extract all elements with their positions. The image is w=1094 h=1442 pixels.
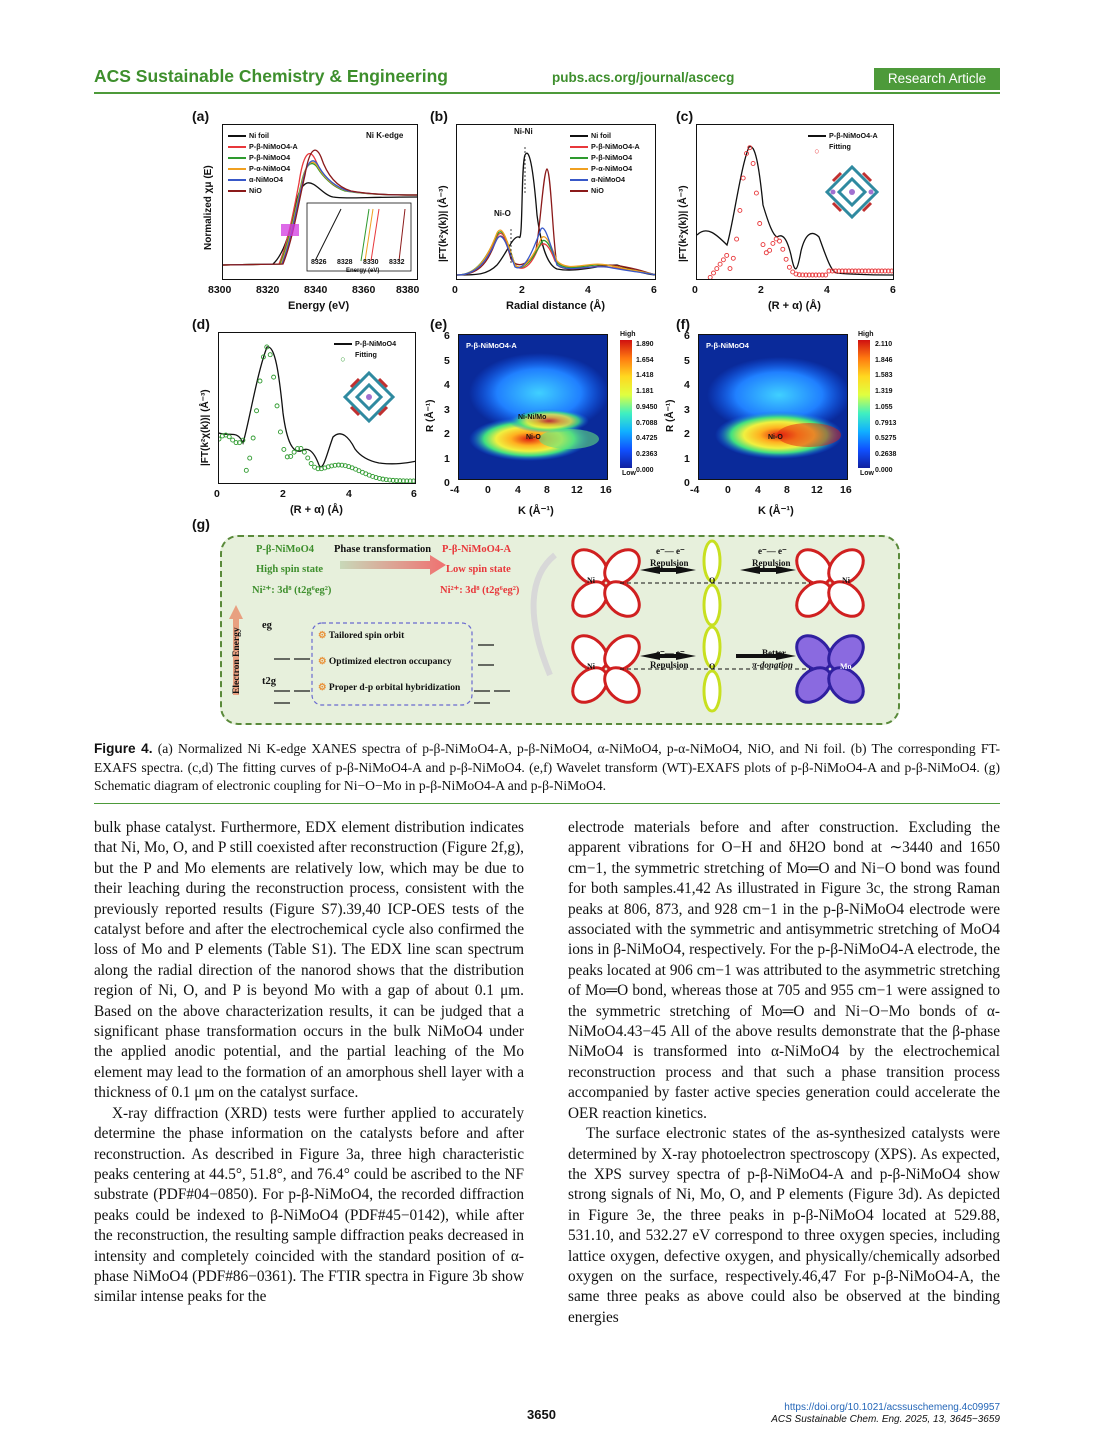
panel-d-xlabel: (R + α) (Å)	[290, 504, 343, 516]
panel-d-xtick: 0	[214, 488, 220, 500]
panel-d-xtick: 6	[411, 488, 417, 500]
panel-g-benefit-1: ⚙ Tailored spin orbit	[318, 631, 405, 641]
panel-f-cbar-ticks: 2.110 1.846 1.583 1.319 1.055 0.7913 0.5275 0.2638 0.000	[875, 341, 897, 474]
fit-marker	[306, 456, 310, 460]
panel-b-xtick: 0	[452, 284, 458, 296]
panel-a-xtick: 8380	[396, 284, 420, 296]
fit-marker	[255, 409, 259, 413]
panel-g-arrow-label: Phase transformation	[334, 544, 432, 555]
panel-f-xtick: 4	[755, 484, 761, 496]
citation: ACS Sustainable Chem. Eng. 2025, 13, 3645−3659	[771, 1414, 1000, 1425]
fit-marker	[754, 191, 758, 195]
panel-e-xtick: -4	[450, 484, 460, 496]
panel-b-xtick: 2	[519, 284, 525, 296]
caption-text: (a) Normalized Ni K-edge XANES spectra of p-β-NiMoO4-A, p-β-NiMoO4, α-NiMoO4, p-α-NiMoO4, NiO, and Ni foil. (b) The corresponding FT-EXAFS spectra. (c,d) The fitting curves of p-β-NiMoO4-A and p-β-NiMoO4. (e,f) Wavelet transform (WT)-EXAFS plots of p-β-NiMoO4-A and p-β-NiMoO4. (g) Schematic diagram of electronic coupling for Ni−O−Mo in p-β-NiMoO4-A and p-β-NiMoO4.	[94, 741, 1000, 793]
panel-a-xtick: 8340	[304, 284, 328, 296]
panel-e-annot-nio: Ni-O	[526, 434, 541, 441]
panel-g-letter: (g)	[192, 516, 210, 532]
fit-marker	[248, 456, 252, 460]
fit-marker	[768, 248, 772, 252]
fit-marker	[761, 243, 765, 247]
panel-e-cbar-high: High	[620, 331, 636, 338]
panel-e-xtick: 4	[515, 484, 521, 496]
panel-a-xtick: 8300	[208, 284, 232, 296]
panel-f-xtick: 0	[725, 484, 731, 496]
panel-a-ylabel: Normalized χμ (E)	[203, 165, 214, 250]
panel-g-atom-label: O	[709, 576, 716, 585]
panel-g-low-spin: Low spin state	[446, 564, 511, 575]
panel-b-xlabel: Radial distance (Å)	[506, 300, 606, 312]
panel-g-coupling-3b: Repulsion	[650, 660, 689, 670]
panel-e-xtick: 16	[600, 484, 612, 496]
panel-g-left-name: P-β-NiMoO4	[256, 544, 315, 555]
fit-marker	[272, 375, 276, 379]
panel-f-colorbar	[858, 340, 870, 468]
caption-label: Figure 4.	[94, 741, 153, 756]
panel-e-cbar-ticks: 1.890 1.654 1.418 1.181 0.9450 0.7088 0.4725 0.2363 0.000	[636, 341, 658, 474]
panel-f-xtick: -4	[690, 484, 700, 496]
panel-a-letter: (a)	[192, 108, 210, 124]
panel-f-xlabel: K (Å⁻¹)	[758, 505, 794, 517]
mo-d-orbital-icon	[790, 629, 870, 709]
left-paragraph-2: X-ray diffraction (XRD) tests were further applied to accurately determine the phase information on the catalysts before and after reconstruction. As described in Figure 3a, three high characteristic peaks centering at 44.5°, 51.8°, and 76.4° could be ascribed to the NF substrate (PDF#04−0850). For p-β-NiMoO4, the recorded diffraction peaks could be indexed to β-NiMoO4 (PDF#45−0142), while after the reconstruction, the resulting sample diffraction peaks decreased in intensity and completely coincided with the standard position of α-phase NiMoO4 (PDF#86−0361). The FTIR spectra in Figure 3b show similar intense peaks for the	[94, 1104, 524, 1306]
orbital-levels-right	[474, 645, 510, 703]
panel-e-xlabel: K (Å⁻¹)	[518, 505, 554, 517]
fit-marker	[721, 258, 725, 262]
fit-marker	[268, 353, 272, 357]
panel-e-wt-map	[458, 334, 608, 480]
panel-e-title: P-β-NiMoO4-A	[466, 341, 517, 350]
fit-marker	[712, 271, 716, 275]
panel-c-ylabel: |FT(k²χ(k))| (Å⁻³)	[678, 185, 689, 262]
fit-marker	[251, 436, 255, 440]
fit-marker	[771, 241, 775, 245]
panel-a-xtick: 8360	[352, 284, 376, 296]
panel-g-config-low: Ni²⁺: 3d⁸ (t2g⁶eg²)	[440, 585, 520, 596]
fit-marker	[258, 379, 262, 383]
fit-marker	[244, 468, 248, 472]
panel-f-xtick: 12	[811, 484, 823, 496]
caption-rule	[94, 803, 1000, 804]
right-paragraph-1: electrode materials before and after construction. Excluding the apparent vibrations for O−H and δH2O bond at ∼3440 and 1650 cm−1, the symmetric stretching of Mo═O and Ni−O bond was found for both samples.41,42 As illustrated in Figure 3c, the strong Raman peaks at 806, 873, and 928 cm−1 in the p-β-NiMoO4 electrode were associated with the symmetric and antisymmetric stretching of MoO4 ions in β-NiMoO4, respectively. For the p-β-NiMoO4-A electrode, the peaks located at 906 cm−1 was attributed to the asymmetric stretching of Mo═O bond, whereas those at 705 and 955 cm−1 were assigned to the symmetric stretching of Mo═O and Ni−O−Mo bonds of α-NiMoO4.43−45 All of the above results demonstrate that the β-phase NiMoO4 is transformed into α-NiMoO4 by the electrochemical reconstruction process and that such a phase transition process accompanied by faster active species generation could accelerate the OER reaction kinetics.	[568, 819, 1000, 1122]
panel-e-xtick: 8	[544, 484, 550, 496]
panel-f-cbar-low: Low	[860, 470, 874, 477]
fit-marker	[715, 267, 719, 271]
panel-d-xtick: 4	[346, 488, 352, 500]
panel-a-inset-tick: 8330	[363, 259, 379, 266]
panel-a-xtick: 8320	[256, 284, 280, 296]
panel-f-ylabel: R (Å⁻¹)	[665, 399, 676, 432]
panel-a-inset-tick: 8326	[311, 259, 327, 266]
panel-g-coupling-4a: Better	[762, 648, 786, 658]
panel-c-letter: (c)	[676, 108, 694, 124]
panel-c-xlabel: (R + α) (Å)	[768, 300, 821, 312]
ni-d-orbital-icon	[790, 543, 870, 623]
fit-marker	[728, 267, 732, 271]
panel-g-coupling-1b: Repulsion	[650, 558, 689, 568]
panel-g-atom-label: Mo	[840, 662, 852, 671]
panel-c-xtick: 4	[824, 284, 830, 296]
fit-marker	[781, 247, 785, 251]
panel-a-edge-label: Ni K-edge	[366, 131, 404, 140]
crystal-structure-icon	[341, 369, 397, 425]
journal-name: ACS Sustainable Chemistry & Engineering	[94, 66, 448, 86]
panel-g-high-spin: High spin state	[256, 564, 324, 575]
panel-c-xtick: 6	[890, 284, 896, 296]
panel-c-xtick: 2	[758, 284, 764, 296]
fit-marker	[731, 256, 735, 260]
article-type-badge: Research Article	[874, 68, 1000, 90]
panel-b-letter: (b)	[430, 108, 448, 124]
fit-marker	[309, 462, 313, 466]
fit-marker	[415, 479, 416, 483]
fit-marker	[282, 447, 286, 451]
fit-marker	[738, 208, 742, 212]
panel-g-benefit-2: ⚙ Optimized electron occupancy	[318, 657, 452, 667]
panel-b-xtick: 6	[651, 284, 657, 296]
left-paragraph-1: bulk phase catalyst. Furthermore, EDX element distribution indicates that Ni, Mo, O, and P still coexisted after reconstruction (Figure 2f,g), but the P and Mo elements are relatively low, which may be due to their leaching during the reconstruction process, consistent with the previously reported results (Figure S7).39,40 ICP-OES tests of the catalyst before and after the electrochemical cycle also confirmed the loss of Mo and P elements (Table S1). The EDX line scan spectrum along the radial direction of the nanorod shows that the distribution region of Ni, O, and P is beyond Mo with a gap of about 0.1 μm. Based on the above characterization results, it can be judged that a significant phase transformation occurs in the bulk NiMoO4 under the applied anodic potential, and the partial leaching of the Mo element may lead to the formation of an amorphous shell layer with a thickness of 0.1 μm on the catalyst surface.	[94, 819, 524, 1102]
panel-e-annot-ninimo: Ni-Ni/Mo	[518, 414, 547, 421]
panel-g-atom-label: Ni	[842, 576, 850, 585]
panel-f-yticks: 6 5 4 3 2 1 0	[684, 330, 690, 489]
panel-g-right-name: P-β-NiMoO4-A	[442, 544, 512, 555]
panel-d-ylabel: |FT(k²χ(k))| (Å⁻³)	[200, 389, 211, 466]
panel-g-atom-label: Ni	[587, 662, 595, 671]
fit-marker	[778, 239, 782, 243]
panel-d-legend: P-β-NiMoO4 ○ Fitting	[334, 338, 396, 360]
panel-e-ylabel: R (Å⁻¹)	[425, 399, 436, 432]
fit-marker	[302, 450, 306, 454]
panel-c-legend: P-β-NiMoO4-A ○ Fitting	[808, 130, 878, 152]
fit-marker	[708, 275, 712, 279]
panel-b-xtick: 4	[585, 284, 591, 296]
panel-a-inset-xlabel: Energy (eV)	[346, 268, 380, 274]
panel-g-t2g-label: t2g	[262, 676, 276, 687]
panel-e-xtick: 0	[485, 484, 491, 496]
fit-marker	[787, 265, 791, 269]
fit-marker	[751, 161, 755, 165]
panel-a-xlabel: Energy (eV)	[288, 300, 350, 312]
panel-c-xtick: 0	[692, 284, 698, 296]
panel-b-legend: Ni foil P-β-NiMoO4-A P-β-NiMoO4 P-α-NiMoO4 α-NiMoO4 NiO	[570, 130, 640, 196]
panel-g-energy-axis: Electron Energy	[232, 627, 242, 694]
right-paragraph-2: The surface electronic states of the as-synthesized catalysts were determined by X-ray photoelectron spectroscopy (XPS). As expected, the XPS survey spectra of p-β-NiMoO4-A and p-β-NiMoO4 show strong signals of Ni, Mo, O, and P elements (Figure 3d). As depicted in Figure 3e, the three peaks in p-β-NiMoO4 located at 529.88, 531.10, and 532.27 eV correspond to three oxygen species, including lattice oxygen, defective oxygen, and physically/chemically adsorbed oxygen on the surface, respectively.46,47 For p-β-NiMoO4-A, the same three peaks as above could also be observed at the binding energies	[568, 1125, 1000, 1326]
panel-f-cbar-high: High	[858, 331, 874, 338]
panel-b-ylabel: |FT(k²χ(k))| (Å⁻³)	[438, 185, 449, 262]
panel-f-wt-map	[698, 334, 848, 480]
panel-f-xtick: 8	[784, 484, 790, 496]
panel-g-atom-label: Ni	[587, 576, 595, 585]
fit-marker	[735, 237, 739, 241]
panel-f-contours	[699, 335, 848, 480]
panel-g-benefit-3: ⚙ Proper d-p orbital hybridization	[318, 683, 461, 693]
panel-g-coupling-3a: e⁻— e⁻	[656, 648, 685, 658]
fit-marker	[893, 269, 894, 273]
panel-e-contours	[459, 335, 608, 480]
panel-e-colorbar	[620, 340, 632, 468]
crystal-structure-icon	[823, 163, 881, 221]
fit-marker	[292, 450, 296, 454]
page-number: 3650	[527, 1407, 556, 1422]
panel-g-config-high: Ni²⁺: 3d⁸ (t2g⁶eg²)	[252, 585, 332, 596]
gear-icon: ⚙	[318, 683, 329, 693]
panel-e-letter: (e)	[430, 316, 448, 332]
panel-e-cbar-low: Low	[622, 470, 636, 477]
panel-g-coupling-2b: Repulsion	[752, 558, 791, 568]
left-column	[94, 818, 524, 1308]
panel-g-atom-label: O	[709, 662, 716, 671]
panel-a-inset-tick: 8332	[389, 259, 405, 266]
journal-url[interactable]: pubs.acs.org/journal/ascecg	[552, 70, 735, 85]
panel-g-coupling-2a: e⁻— e⁻	[758, 546, 787, 556]
panel-f-xtick: 16	[840, 484, 852, 496]
fit-marker	[718, 262, 722, 266]
panel-f-title: P-β-NiMoO4	[706, 341, 749, 350]
figure-caption	[94, 740, 1000, 796]
orbital-levels-left	[274, 659, 310, 703]
panel-d-xtick: 2	[280, 488, 286, 500]
fit-marker	[758, 222, 762, 226]
panel-d-letter: (d)	[192, 316, 210, 332]
panel-g-eg-label: eg	[262, 620, 272, 631]
panel-a-inset-tick: 8328	[337, 259, 353, 266]
doi-link[interactable]: https://doi.org/10.1021/acssuschemeng.4c09957	[784, 1402, 1000, 1413]
panel-b-annot-nio: Ni-O	[494, 209, 511, 218]
panel-e-yticks: 6 5 4 3 2 1 0	[444, 330, 450, 489]
panel-b-annot-nini: Ni-Ni	[514, 127, 533, 136]
fit-marker	[784, 257, 788, 261]
fit-marker	[741, 176, 745, 180]
panel-a-legend: Ni foil P-β-NiMoO4-A P-β-NiMoO4 P-α-NiMoO4 α-NiMoO4 NiO	[228, 130, 298, 196]
panel-g-coupling-4b: π-donation	[752, 660, 793, 670]
gear-icon: ⚙	[318, 631, 329, 641]
gear-icon: ⚙	[318, 657, 329, 667]
panel-g-coupling-1a: e⁻— e⁻	[656, 546, 685, 556]
panel-e-xtick: 12	[571, 484, 583, 496]
fit-marker	[725, 253, 729, 257]
right-column	[568, 818, 1000, 1328]
fit-marker	[275, 404, 279, 408]
panel-f-letter: (f)	[676, 316, 690, 332]
panel-f-annot-nio: Ni-O	[768, 434, 783, 441]
fit-marker	[227, 435, 231, 439]
fit-marker	[278, 430, 282, 434]
